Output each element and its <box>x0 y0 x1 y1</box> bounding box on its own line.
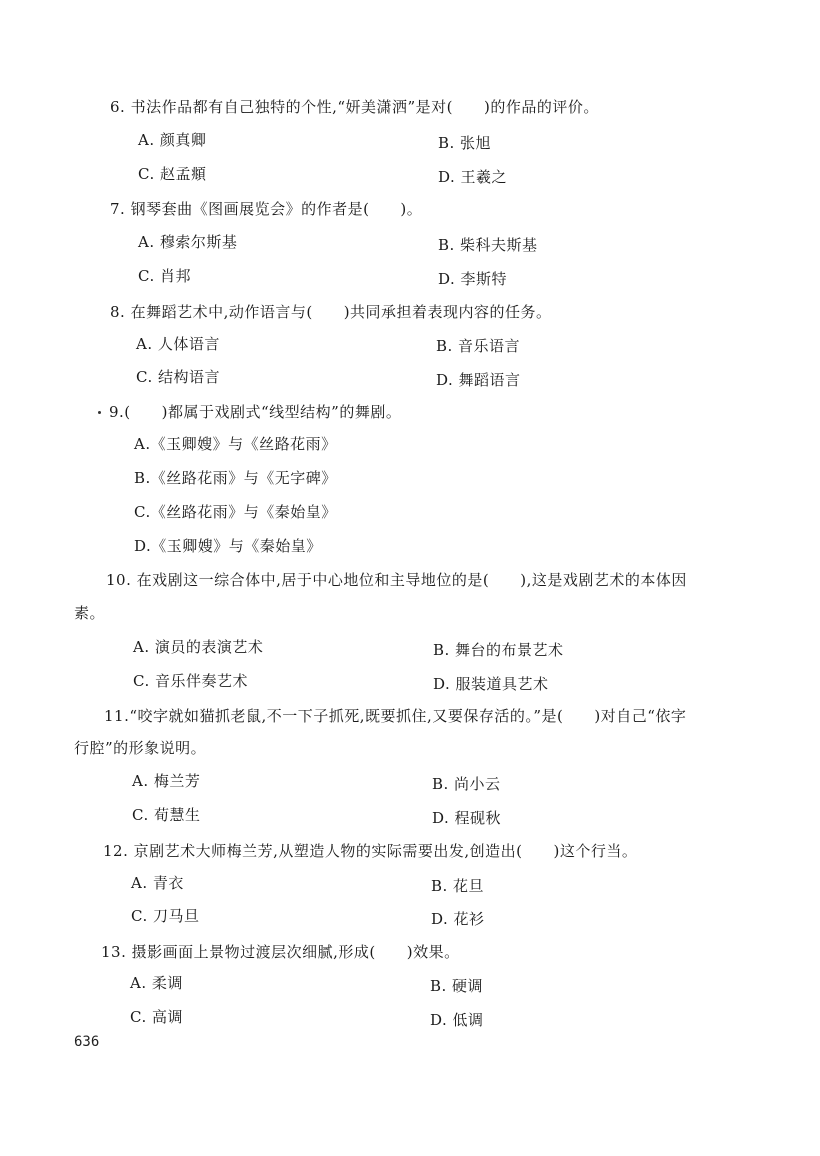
question-12-option-b: B. 花旦 <box>431 877 485 895</box>
question-11-stem: 11.“咬字就如猫抓老鼠,不一下子抓死,既要抓住,又要保存活的。”是( )对自己“依字 <box>104 707 687 725</box>
scan-speck <box>98 411 101 414</box>
question-7-option-b: B. 柴科夫斯基 <box>438 236 538 254</box>
question-6-stem: 6. 书法作品都有自己独特的个性,“妍美潇洒”是对( )的作品的评价。 <box>110 98 599 116</box>
question-10-option-a: A. 演员的表演艺术 <box>133 638 264 656</box>
question-8-option-c: C. 结构语言 <box>136 368 220 386</box>
question-13-stem: 13. 摄影画面上景物过渡层次细腻,形成( )效果。 <box>101 943 460 961</box>
question-10-stem-continued: 素。 <box>74 604 106 622</box>
question-6-option-b: B. 张旭 <box>438 134 492 152</box>
question-7-option-c: C. 肖邦 <box>138 267 191 285</box>
question-8-option-a: A. 人体语言 <box>136 335 220 353</box>
question-9-option-d: D.《玉卿嫂》与《秦始皇》 <box>134 537 322 555</box>
question-12-option-a: A. 青衣 <box>131 874 184 892</box>
question-12-option-d: D. 花衫 <box>431 910 485 928</box>
question-9-stem: 9.( )都属于戏剧式“线型结构”的舞剧。 <box>109 403 402 421</box>
question-12-option-c: C. 刀马旦 <box>131 907 200 925</box>
question-6-option-a: A. 颜真卿 <box>138 131 207 149</box>
question-8-option-b: B. 音乐语言 <box>436 337 521 355</box>
question-11-option-b: B. 尚小云 <box>432 775 501 793</box>
question-9-option-c: C.《丝路花雨》与《秦始皇》 <box>134 503 337 521</box>
question-7-option-a: A. 穆索尔斯基 <box>138 233 238 251</box>
question-8-stem: 8. 在舞蹈艺术中,动作语言与( )共同承担着表现内容的任务。 <box>110 303 552 321</box>
question-7-stem: 7. 钢琴套曲《图画展览会》的作者是( )。 <box>110 200 423 218</box>
question-9-option-a: A.《玉卿嫂》与《丝路花雨》 <box>134 435 337 453</box>
question-10-option-c: C. 音乐伴奏艺术 <box>133 672 248 690</box>
question-10-stem: 10. 在戏剧这一综合体中,居于中心地位和主导地位的是( ),这是戏剧艺术的本体因 <box>106 571 687 589</box>
question-6-option-c: C. 赵孟頫 <box>138 165 207 183</box>
page-number: 636 <box>74 1034 100 1050</box>
question-11-option-c: C. 荀慧生 <box>132 806 201 824</box>
question-10-option-b: B. 舞台的布景艺术 <box>433 641 564 659</box>
question-11-option-a: A. 梅兰芳 <box>132 772 201 790</box>
question-11-stem-continued: 行腔”的形象说明。 <box>74 739 207 757</box>
question-6-option-d: D. 王羲之 <box>438 168 508 186</box>
question-10-option-d: D. 服装道具艺术 <box>433 675 549 693</box>
question-13-option-d: D. 低调 <box>430 1011 484 1029</box>
question-13-option-b: B. 硬调 <box>430 977 484 995</box>
question-8-option-d: D. 舞蹈语言 <box>436 371 521 389</box>
question-7-option-d: D. 李斯特 <box>438 270 508 288</box>
question-12-stem: 12. 京剧艺术大师梅兰芳,从塑造人物的实际需要出发,创造出( )这个行当。 <box>103 842 638 860</box>
question-9-option-b: B.《丝路花雨》与《无字碑》 <box>134 469 337 487</box>
question-13-option-a: A. 柔调 <box>130 974 183 992</box>
question-13-option-c: C. 高调 <box>130 1008 183 1026</box>
question-11-option-d: D. 程砚秋 <box>432 809 502 827</box>
